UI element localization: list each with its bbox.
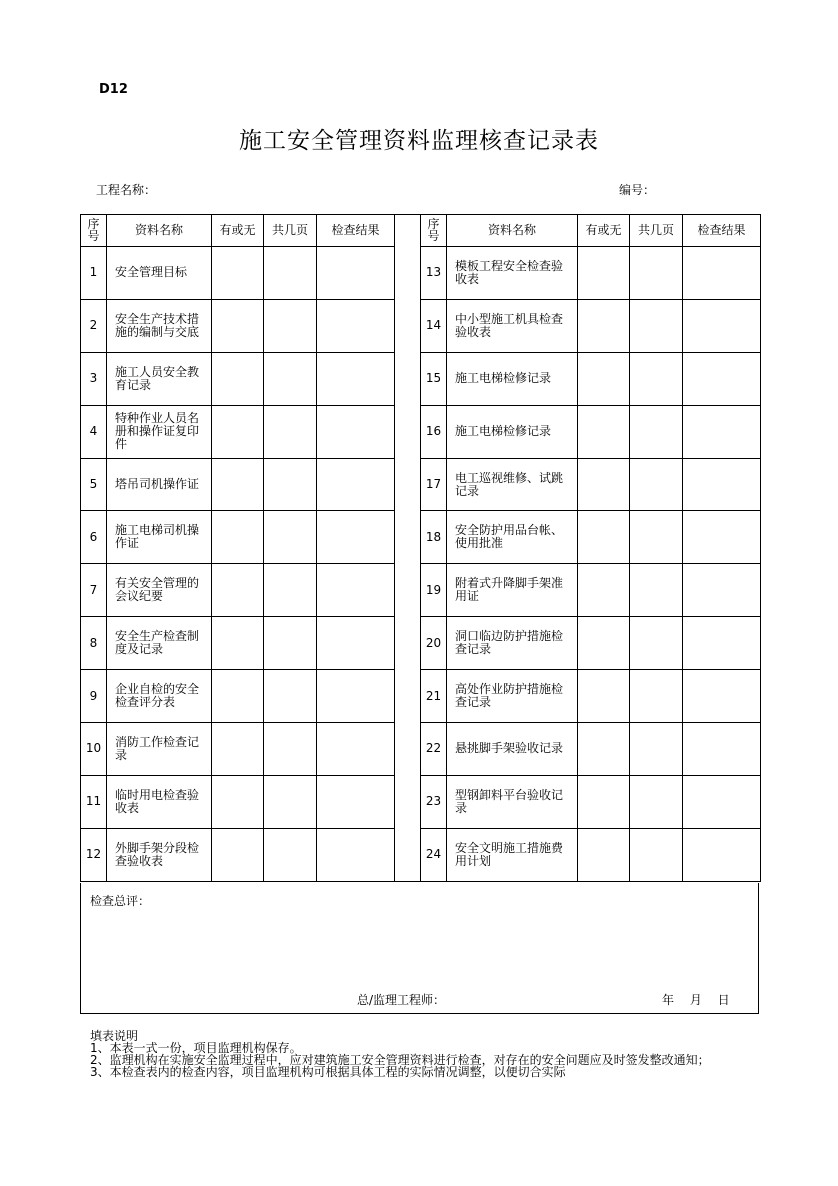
has-cell[interactable]: [212, 723, 264, 776]
result-cell[interactable]: [683, 723, 761, 776]
row-number: 13: [421, 247, 447, 300]
table-row: [81, 299, 761, 352]
row-number: 17: [421, 458, 447, 511]
has-cell[interactable]: [578, 299, 630, 352]
result-cell[interactable]: [317, 511, 395, 564]
has-cell[interactable]: [578, 723, 630, 776]
result-cell[interactable]: [317, 405, 395, 458]
has-cell[interactable]: [212, 564, 264, 617]
document-name: 消防工作检查记录: [107, 723, 212, 776]
pages-cell[interactable]: [630, 564, 683, 617]
number-label: 编号：: [619, 183, 656, 197]
table-row: [81, 352, 761, 405]
row-number: 4: [81, 405, 107, 458]
instruction-item: 2、监理机构在实施安全监理过程中，应对建筑施工安全管理资料进行检查，对存在的安全问题应及时签发整改通知；: [90, 1053, 710, 1067]
header-name: 资料名称: [107, 215, 212, 247]
result-cell[interactable]: [317, 564, 395, 617]
pages-cell[interactable]: [630, 405, 683, 458]
engineer-label: 总/监理工程师：: [357, 993, 446, 1007]
row-number: 12: [81, 828, 107, 881]
row-number: 10: [81, 723, 107, 776]
table-row: [81, 775, 761, 828]
header-has: 有或无: [212, 215, 264, 247]
result-cell[interactable]: [683, 670, 761, 723]
pages-cell[interactable]: [264, 458, 317, 511]
pages-cell[interactable]: [264, 617, 317, 670]
result-cell[interactable]: [317, 352, 395, 405]
has-cell[interactable]: [578, 828, 630, 881]
document-name: 施工人员安全教育记录: [107, 352, 212, 405]
has-cell[interactable]: [578, 775, 630, 828]
column-gap: [395, 215, 421, 247]
header-seq: 序号: [81, 215, 107, 247]
pages-cell[interactable]: [630, 670, 683, 723]
table-row: [81, 511, 761, 564]
row-number: 18: [421, 511, 447, 564]
table-row: [81, 828, 761, 881]
document-name: 外脚手架分段检查验收表: [107, 828, 212, 881]
header-has: 有或无: [578, 215, 630, 247]
document-name: 施工电梯司机操作证: [107, 511, 212, 564]
result-cell[interactable]: [683, 617, 761, 670]
has-cell[interactable]: [578, 405, 630, 458]
document-name: 特种作业人员名册和操作证复印件: [107, 405, 212, 458]
pages-cell[interactable]: [264, 564, 317, 617]
row-number: 7: [81, 564, 107, 617]
result-cell[interactable]: [683, 405, 761, 458]
instructions-title: 填表说明: [90, 1029, 139, 1043]
instructions: [90, 1030, 730, 1078]
has-cell[interactable]: [212, 352, 264, 405]
header-name: 资料名称: [447, 215, 578, 247]
row-number: 2: [81, 299, 107, 352]
has-cell[interactable]: [212, 670, 264, 723]
document-name: 企业自检的安全检查评分表: [107, 670, 212, 723]
row-number: 8: [81, 617, 107, 670]
table-header-row: [81, 215, 761, 247]
has-cell[interactable]: [212, 828, 264, 881]
table-row: [81, 458, 761, 511]
column-gap: [395, 564, 421, 617]
row-number: 1: [81, 247, 107, 300]
result-cell[interactable]: [683, 564, 761, 617]
document-name: 高处作业防护措施检查记录: [447, 670, 578, 723]
document-name: 安全生产检查制度及记录: [107, 617, 212, 670]
row-number: 19: [421, 564, 447, 617]
document-name: 洞口临边防护措施检查记录: [447, 617, 578, 670]
table-row: [81, 617, 761, 670]
document-name: 型钢卸料平台验收记录: [447, 775, 578, 828]
form-code: D12: [99, 82, 128, 97]
has-cell[interactable]: [578, 352, 630, 405]
pages-cell[interactable]: [264, 670, 317, 723]
result-cell[interactable]: [683, 299, 761, 352]
instruction-item: 3、本检查表内的检查内容，项目监理机构可根据具体工程的实际情况调整，以便切合实际: [90, 1065, 566, 1079]
header-result: 检查结果: [683, 215, 761, 247]
column-gap: [395, 247, 421, 300]
pages-cell[interactable]: [264, 352, 317, 405]
row-number: 24: [421, 828, 447, 881]
header-pages: 共几页: [264, 215, 317, 247]
document-name: 施工电梯检修记录: [447, 352, 578, 405]
pages-cell[interactable]: [264, 723, 317, 776]
document-name: 附着式升降脚手架准用证: [447, 564, 578, 617]
table-row: [81, 564, 761, 617]
pages-cell[interactable]: [264, 405, 317, 458]
column-gap: [395, 617, 421, 670]
row-number: 6: [81, 511, 107, 564]
column-gap: [395, 670, 421, 723]
result-cell[interactable]: [317, 299, 395, 352]
summary-label: 检查总评：: [90, 894, 151, 908]
pages-cell[interactable]: [264, 511, 317, 564]
document-name: 施工电梯检修记录: [447, 405, 578, 458]
has-cell[interactable]: [212, 617, 264, 670]
row-number: 21: [421, 670, 447, 723]
document-name: 电工巡视维修、试跳记录: [447, 458, 578, 511]
result-cell[interactable]: [317, 617, 395, 670]
has-cell[interactable]: [212, 511, 264, 564]
instruction-item: 1、本表一式一份，项目监理机构保存。: [90, 1041, 302, 1055]
has-cell[interactable]: [578, 617, 630, 670]
column-gap: [395, 299, 421, 352]
result-cell[interactable]: [317, 458, 395, 511]
document-name: 临时用电检查验收表: [107, 775, 212, 828]
result-cell[interactable]: [683, 352, 761, 405]
result-cell[interactable]: [683, 511, 761, 564]
pages-cell[interactable]: [630, 247, 683, 300]
has-cell[interactable]: [212, 775, 264, 828]
pages-cell[interactable]: [264, 828, 317, 881]
has-cell[interactable]: [578, 670, 630, 723]
row-number: 14: [421, 299, 447, 352]
header-pages: 共几页: [630, 215, 683, 247]
row-number: 11: [81, 775, 107, 828]
table-row: [81, 723, 761, 776]
table-row: [81, 670, 761, 723]
document-name: 模板工程安全检查验收表: [447, 247, 578, 300]
form-title: 施工安全管理资料监理核查记录表: [239, 128, 599, 154]
result-cell[interactable]: [683, 458, 761, 511]
project-name-label: 工程名称：: [96, 183, 157, 197]
has-cell[interactable]: [578, 564, 630, 617]
date-label: 年 月 日: [662, 993, 730, 1007]
result-cell[interactable]: [317, 723, 395, 776]
pages-cell[interactable]: [630, 723, 683, 776]
result-cell[interactable]: [317, 775, 395, 828]
column-gap: [395, 405, 421, 458]
pages-cell[interactable]: [630, 458, 683, 511]
pages-cell[interactable]: [630, 617, 683, 670]
column-gap: [395, 723, 421, 776]
has-cell[interactable]: [212, 405, 264, 458]
has-cell[interactable]: [212, 247, 264, 300]
result-cell[interactable]: [317, 828, 395, 881]
has-cell[interactable]: [578, 458, 630, 511]
pages-cell[interactable]: [264, 775, 317, 828]
pages-cell[interactable]: [630, 352, 683, 405]
document-name: 悬挑脚手架验收记录: [447, 723, 578, 776]
has-cell[interactable]: [578, 511, 630, 564]
check-table: [80, 214, 761, 882]
pages-cell[interactable]: [630, 828, 683, 881]
result-cell[interactable]: [683, 828, 761, 881]
result-cell[interactable]: [683, 775, 761, 828]
pages-cell[interactable]: [264, 247, 317, 300]
pages-cell[interactable]: [630, 299, 683, 352]
row-number: 3: [81, 352, 107, 405]
has-cell[interactable]: [212, 299, 264, 352]
document-name: 塔吊司机操作证: [107, 458, 212, 511]
document-name: 安全生产技术措施的编制与交底: [107, 299, 212, 352]
column-gap: [395, 458, 421, 511]
column-gap: [395, 511, 421, 564]
row-number: 5: [81, 458, 107, 511]
pages-cell[interactable]: [630, 511, 683, 564]
row-number: 15: [421, 352, 447, 405]
document-name: 中小型施工机具检查验收表: [447, 299, 578, 352]
result-cell[interactable]: [683, 247, 761, 300]
header-seq: 序号: [421, 215, 447, 247]
document-name: 安全文明施工措施费用计划: [447, 828, 578, 881]
result-cell[interactable]: [317, 247, 395, 300]
row-number: 20: [421, 617, 447, 670]
table-row: [81, 247, 761, 300]
pages-cell[interactable]: [264, 299, 317, 352]
column-gap: [395, 775, 421, 828]
header-result: 检查结果: [317, 215, 395, 247]
pages-cell[interactable]: [630, 775, 683, 828]
document-name: 安全管理目标: [107, 247, 212, 300]
row-number: 16: [421, 405, 447, 458]
column-gap: [395, 352, 421, 405]
document-name: 安全防护用品台帐、使用批准: [447, 511, 578, 564]
table-row: [81, 405, 761, 458]
result-cell[interactable]: [317, 670, 395, 723]
document-name: 有关安全管理的会议纪要: [107, 564, 212, 617]
summary-box: [80, 883, 759, 1014]
has-cell[interactable]: [212, 458, 264, 511]
row-number: 22: [421, 723, 447, 776]
has-cell[interactable]: [578, 247, 630, 300]
column-gap: [395, 828, 421, 881]
row-number: 9: [81, 670, 107, 723]
row-number: 23: [421, 775, 447, 828]
